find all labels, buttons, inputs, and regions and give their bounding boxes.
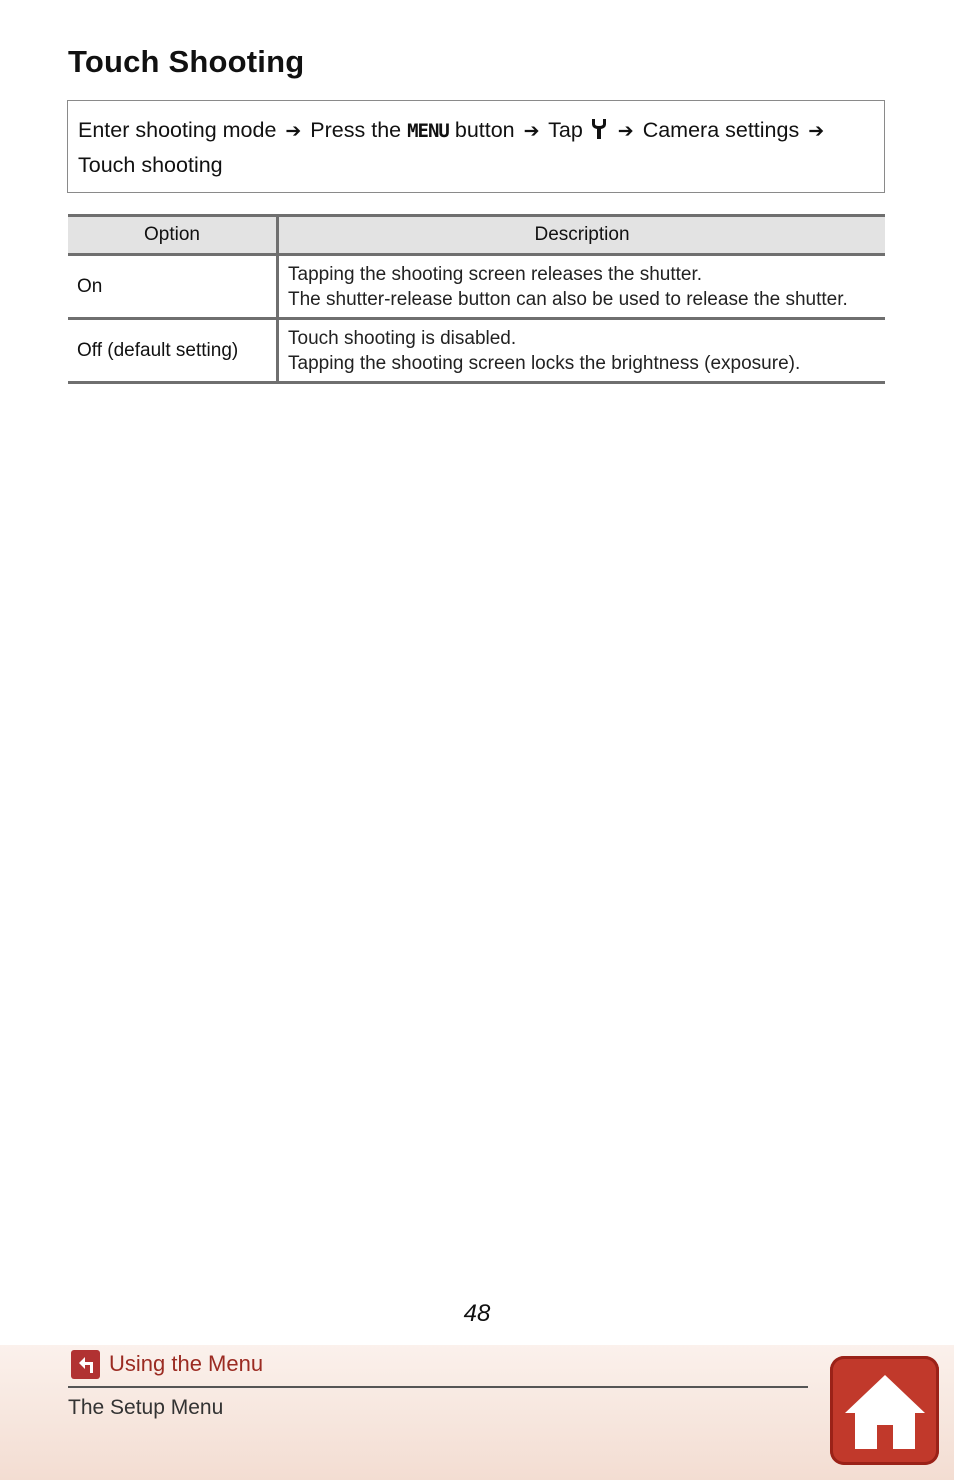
- table-row: [68, 319, 885, 383]
- option-description: [278, 255, 886, 319]
- description-line: Touch shooting is disabled.: [288, 327, 517, 349]
- back-link-label: Using the Menu: [109, 1351, 264, 1376]
- option-name: Off (default setting): [68, 319, 278, 383]
- arrow-right-icon: ➔: [808, 121, 825, 142]
- section-label: The Setup Menu: [68, 1396, 224, 1419]
- options-table: [68, 214, 885, 384]
- menu-path-step-shooting-mode: Enter shooting mode: [78, 118, 277, 142]
- column-header-description: Description: [278, 216, 886, 255]
- arrow-right-icon: ➔: [285, 121, 302, 142]
- menu-path-button-label: button: [454, 118, 515, 142]
- menu-path-step-camera-settings: Camera settings: [642, 118, 800, 142]
- option-description: [278, 319, 886, 383]
- footer-divider: [68, 1386, 808, 1388]
- menu-path-step-touch-shooting: Touch shooting: [78, 153, 223, 177]
- description-line: The shutter-release button can also be used to release the shutter.: [288, 288, 848, 310]
- table-header-row: [68, 216, 885, 255]
- menu-button-icon: MENU: [407, 120, 449, 142]
- arrow-right-icon: ➔: [617, 121, 634, 142]
- wrench-icon: [590, 117, 608, 149]
- description-line: Tapping the shooting screen releases the shutter.: [288, 263, 703, 285]
- table-row: [68, 255, 885, 319]
- column-header-option: Option: [68, 216, 278, 255]
- option-name: On: [68, 255, 278, 319]
- arrow-right-icon: ➔: [523, 121, 540, 142]
- menu-path-box: [67, 100, 885, 193]
- home-icon: [841, 1369, 929, 1453]
- page-number: 48: [463, 1300, 491, 1327]
- menu-path-text: [78, 114, 878, 181]
- home-button[interactable]: [830, 1356, 939, 1465]
- description-line: Tapping the shooting screen locks the brightness (exposure).: [288, 352, 801, 374]
- return-arrow-icon: [71, 1350, 100, 1379]
- menu-path-press-label: Press the: [310, 118, 402, 142]
- page-title: Touch Shooting: [68, 44, 305, 79]
- menu-path-tap-label: Tap: [548, 118, 583, 142]
- back-link-using-the-menu[interactable]: [71, 1349, 263, 1379]
